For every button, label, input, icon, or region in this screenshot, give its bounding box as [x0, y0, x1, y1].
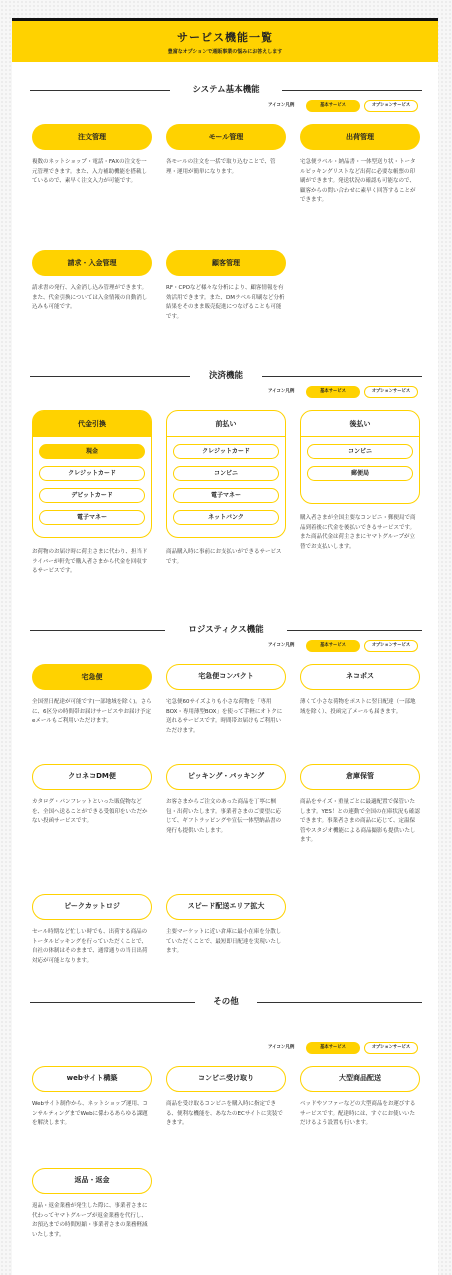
logistics-item-description: お客さまからご注文のあった商品を丁寧に梱包・出荷いたします。事業者さまのご要望に応じて、ギフトラッピングや宣伝一体型納品書の発行も提供いたします。 — [166, 799, 282, 834]
legend-label: アイコン凡例 — [268, 643, 295, 648]
system-item-description: 宅急便ラベル・納品書・一体型送り状・トータルピッキングリストなど出荷に必要な帳票の印刷ができます。発送状況の確認も可能なので、顧客からの問い合わせに素早く回答することができます。 — [300, 159, 416, 203]
icon-legend — [268, 100, 438, 112]
payment-method-list — [167, 444, 285, 525]
system-item-button[interactable]: 注文管理 — [32, 124, 152, 150]
payment-method[interactable]: 電子マネー — [173, 488, 279, 503]
payment-method[interactable]: デビットカード — [39, 488, 145, 503]
other-item-description: 商品を受け取るコンビニを購入時に指定できる、便利な機能を、あなたのECサイトに実装できます。 — [166, 1101, 283, 1126]
divider-line — [30, 1002, 195, 1003]
logistics-item-button[interactable]: 倉庫保管 — [300, 764, 420, 790]
section-heading: 決済機能 — [208, 371, 243, 381]
legend-label: アイコン凡例 — [268, 103, 295, 108]
section-heading: その他 — [213, 997, 239, 1007]
legend-basic-badge: 基本サービス — [306, 100, 360, 112]
divider-line — [262, 376, 422, 377]
page-header — [12, 18, 438, 62]
payment-card-heading: 前払い — [167, 411, 285, 437]
system-item-button[interactable]: 出荷管理 — [300, 124, 420, 150]
divider-line — [30, 90, 170, 91]
system-section-title — [30, 84, 422, 96]
payment-method[interactable]: ネットバンク — [173, 510, 279, 525]
payment-card — [300, 410, 420, 504]
payment-method[interactable]: 電子マネー — [39, 510, 145, 525]
other-item-button[interactable]: コンビニ受け取り — [166, 1066, 286, 1092]
icon-legend — [268, 386, 438, 398]
logistics-item-button[interactable]: ピークカットロジ — [32, 894, 152, 920]
section-heading: ロジスティクス機能 — [188, 625, 264, 635]
legend-basic-badge: 基本サービス — [306, 1042, 360, 1054]
logistics-item-button[interactable]: ピッキング・パッキング — [166, 764, 286, 790]
system-item-description: 各モールの注文を一括で取り込むことで、管理・運用が簡単になります。 — [166, 159, 276, 175]
logistics-item-button[interactable]: クロネコDM便 — [32, 764, 152, 790]
payment-card — [166, 410, 286, 538]
section-heading: システム基本機能 — [192, 85, 260, 95]
payment-method[interactable]: クレジットカード — [173, 444, 279, 459]
page-subtitle: 豊富なオプションで通販事業の悩みにお答えします — [167, 49, 283, 55]
legend-option-badge: オプションサービス — [364, 640, 418, 652]
logistics-item-description: 薄くて小さな荷物をポストに翌日配達（一部地域を除く）、投函完了メールも届きます。 — [300, 699, 416, 715]
logistics-item-button[interactable]: 宅急便コンパクト — [166, 664, 286, 690]
legend-option-badge: オプションサービス — [364, 386, 418, 398]
payment-method[interactable]: クレジットカード — [39, 466, 145, 481]
system-item-button[interactable]: 顧客管理 — [166, 250, 286, 276]
page-title: サービス機能一覧 — [177, 31, 273, 44]
divider-line — [287, 630, 422, 631]
logistics-item-description: 主要マーケットに近い倉庫に最小在庫を分散していただくことで、最短即日配達を実現いたします。 — [166, 929, 282, 954]
logistics-item-description: 商品をサイズ・重量ごとに最適配置で保管いたします。YES！との連動で全国の在庫状況も確認できます。事業者さまの商品に応じて、定温保管やスタジオ機能による商品撮影も提供いたします。 — [300, 799, 420, 843]
legend-label: アイコン凡例 — [268, 1045, 295, 1050]
logistics-item-button[interactable]: 宅急便 — [32, 664, 152, 690]
system-item-description: 請求書の発行、入金消し込み管理ができます。また、代金引換については入金情報の自動消し込みも可能です。 — [32, 285, 148, 310]
legend-option-badge: オプションサービス — [364, 100, 418, 112]
payment-method[interactable]: コンビニ — [173, 466, 279, 481]
divider-line — [30, 630, 165, 631]
payment-card — [32, 410, 152, 538]
other-item-description: ベッドやソファーなどの大型商品をお運びするサービスです。配達時には、すぐにお使いいただけるよう設置も行います。 — [300, 1101, 416, 1126]
payment-section-title — [30, 370, 422, 382]
payment-card-description: 購入者さまが全国主要なコンビニ・郵便局で商品到着後に代金を後払いできるサービスです。また商品代金は荷主さまにヤマトグループが立替でお支払いします。 — [300, 515, 416, 550]
payment-method[interactable]: 現金 — [39, 444, 145, 459]
legend-basic-badge: 基本サービス — [306, 386, 360, 398]
other-section-title — [30, 996, 422, 1008]
system-item-button[interactable]: モール管理 — [166, 124, 286, 150]
logistics-item-button[interactable]: ネコポス — [300, 664, 420, 690]
payment-method[interactable]: 郵便局 — [307, 466, 413, 481]
system-item-button[interactable]: 請求・入金管理 — [32, 250, 152, 276]
logistics-item-description: 宅急便60サイズよりも小さな荷物を「専用BOX・専用薄型BOX」を使って手軽にオトクに送れるサービスです。時間帯お届けもご利用いただけます。 — [166, 699, 283, 734]
logistics-item-description: 全国翌日配達が可能です(一部地域を除く)。さらに、6区分の時間帯お届けサービスやお届け予定eメールもご利用いただけます。 — [32, 699, 152, 724]
other-item-description: Webサイト制作から、ネットショップ運用、コンサルティングまでWebに係わるあらゆる課題を解決します。 — [32, 1101, 148, 1126]
legend-option-badge: オプションサービス — [364, 1042, 418, 1054]
content-panel — [12, 18, 438, 1275]
logistics-item-button[interactable]: スピード配送エリア拡大 — [166, 894, 286, 920]
other-item-button[interactable]: 大型商品配送 — [300, 1066, 420, 1092]
payment-card-description: お荷物のお届け時に荷主さまに代わり、担当ドライバーが軒先で購入者さまから代金を回収するサービスです。 — [32, 549, 148, 574]
logistics-item-description: カタログ・パンフレットといった販促物などを、全国へ送ることができる受領印をいただかない投函サービスです。 — [32, 799, 148, 824]
logistics-item-description: セール時期など忙しい時でも、出荷する商品のトータルピッキングを行っていただくことで、自社の体制はそのままで、通常通りの当日出荷対応が可能となります。 — [32, 929, 148, 964]
payment-card-heading: 後払い — [301, 411, 419, 437]
system-item-description: 複数のネットショップ・電話・FAXの注文を一元管理できます。また、入力補助機能を搭載しているので、素早く注文入力が可能です。 — [32, 159, 148, 184]
divider-line — [30, 376, 190, 377]
divider-line — [257, 1002, 422, 1003]
other-item-button[interactable]: 返品・返金 — [32, 1168, 152, 1194]
legend-label: アイコン凡例 — [268, 389, 295, 394]
legend-basic-badge: 基本サービス — [306, 640, 360, 652]
payment-card-heading: 代金引換 — [33, 411, 151, 437]
other-item-description: 返品・返金業務が発生した際に、事業者さまに代わってヤマトグループが返金業務を代行し、お預込までの時間短縮・事業者さまの業務軽減いたします。 — [32, 1203, 148, 1238]
divider-line — [282, 90, 422, 91]
logistics-section-title — [30, 624, 422, 636]
icon-legend — [268, 640, 438, 652]
payment-method[interactable]: コンビニ — [307, 444, 413, 459]
other-item-button[interactable]: webサイト構築 — [32, 1066, 152, 1092]
system-item-description: RF・CPOなど様々な分析により、顧客情報を有効活用できます。また、DMラベル印刷など分析結果をそのまま販売促進につなげることも可能です。 — [166, 285, 285, 320]
payment-method-list — [301, 444, 419, 481]
icon-legend — [268, 1042, 438, 1054]
payment-method-list — [33, 444, 151, 525]
payment-card-description: 商品購入時に事前にお支払いができるサービスです。 — [166, 549, 282, 565]
